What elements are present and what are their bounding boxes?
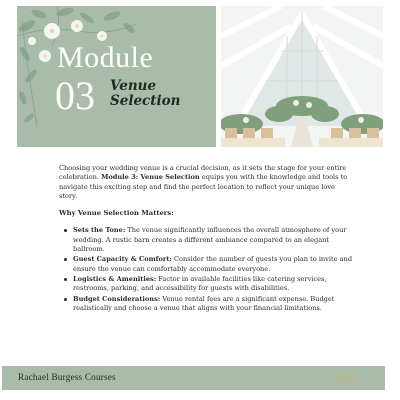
module-title-panel <box>17 6 216 147</box>
list-item-title: Sets the Tone: <box>73 226 126 235</box>
module-title <box>110 79 210 109</box>
list-item-text: The venue significantly influences the overall atmosphere of your wedding. A rustic barn creates a different ambiance compared to an elegant ballroom. <box>73 226 347 254</box>
intro-module-name: Module 3: Venue Selection <box>101 173 200 182</box>
list-item <box>59 226 355 254</box>
venue-photo <box>221 6 383 147</box>
footer-bar <box>2 366 385 390</box>
module-content <box>59 164 355 314</box>
list-item-title: Budget Considerations: <box>73 294 161 303</box>
intro-text-start: Choosing your wedding venue is a crucial decision, as it sets the stage for your entire celebration. <box>59 164 347 182</box>
module-title-line-1: Venue <box>110 78 157 94</box>
floral-decoration-icon <box>17 6 216 147</box>
list-item-text: Venue rental fees are a significant expense. Budget realistically and choose a venue that aligns with your financial limitations. <box>73 294 335 312</box>
intro-paragraph <box>59 164 355 201</box>
list-item <box>59 275 355 294</box>
module-label: Module <box>57 41 154 74</box>
list-item <box>59 295 355 314</box>
module-title-line-2: Selection <box>110 93 181 109</box>
chapel-image-icon <box>221 6 383 147</box>
intro-text-end: equips you with the knowledge and tools to navigate this exciting step and find the perfect location to reflect your unique love story. <box>59 173 348 200</box>
svg-text:RB: RB <box>337 372 357 387</box>
module-number: 03 <box>55 73 95 118</box>
list-item-title: Guest Capacity & Comfort: <box>73 255 172 264</box>
list-item-text: Consider the number of guests you plan to invite and ensure the venue can comfortably accommodate everyone. <box>73 255 353 273</box>
footer-brand: Rachael Burgess Courses <box>18 372 116 382</box>
list-item-text: Factor in available facilities like catering services, restrooms, parking, and accessibility for guests with disabilities. <box>73 274 327 293</box>
list-item <box>59 255 355 274</box>
rb-monogram-icon <box>337 368 357 388</box>
list-item-title: Logistics & Amenities: <box>73 274 157 283</box>
reasons-list <box>59 226 355 313</box>
section-heading: Why Venue Selection Matters: <box>59 209 174 218</box>
